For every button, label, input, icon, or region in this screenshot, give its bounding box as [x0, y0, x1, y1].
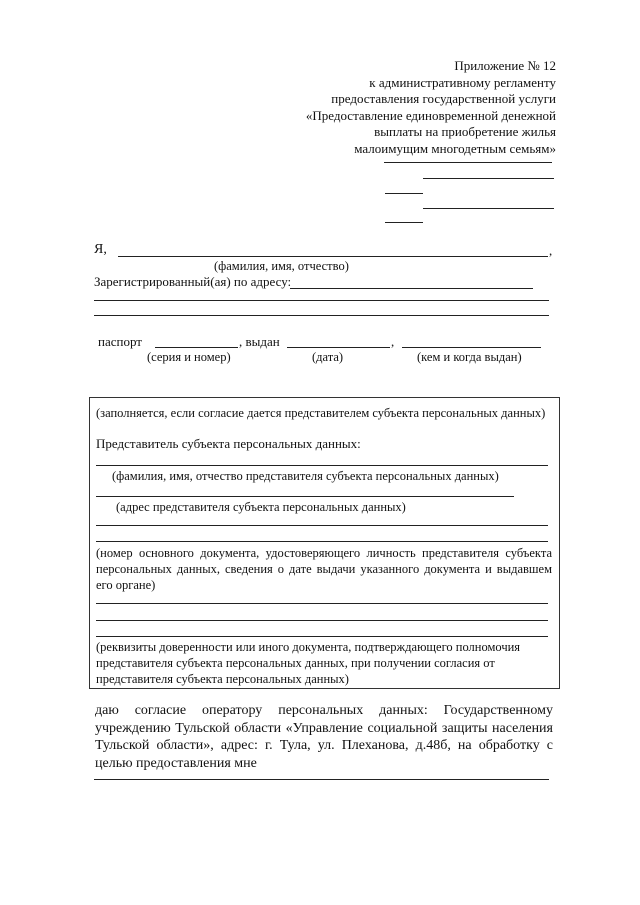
address-field[interactable]	[290, 288, 533, 289]
representative-fio-caption: (фамилия, имя, отчество представителя субъекта персональных данных)	[112, 469, 499, 483]
representative-document-caption: (номер основного документа, удостоверяющего личность представителя субъекта персональных данных, сведения о дате выдачи указанного документа и выдавшем его органе)	[96, 546, 552, 592]
representative-authority-field[interactable]	[96, 636, 548, 637]
appendix-header	[306, 58, 556, 158]
representative-heading: Представитель субъекта персональных данных:	[96, 436, 361, 451]
passport-issuer-field[interactable]	[402, 347, 541, 348]
issued-label: , выдан	[239, 334, 280, 349]
address-field[interactable]	[94, 300, 549, 301]
representative-box	[89, 397, 560, 689]
representative-authority-field[interactable]	[96, 603, 548, 604]
representative-authority-field[interactable]	[96, 620, 548, 621]
date-caption: (дата)	[312, 350, 344, 364]
purpose-field[interactable]	[94, 779, 549, 780]
representative-note: (заполняется, если согласие дается представителем субъекта персональных данных)	[96, 406, 546, 420]
representative-address-field[interactable]	[96, 496, 514, 497]
representative-document-field[interactable]	[96, 525, 548, 526]
passport-label: паспорт	[98, 334, 142, 349]
appendix-line: предоставления государственной услуги	[331, 91, 556, 107]
series-caption: (серия и номер)	[147, 350, 231, 364]
address-field[interactable]	[94, 315, 549, 316]
issuer-caption: (кем и когда выдан)	[417, 350, 522, 364]
representative-fio-field[interactable]	[96, 465, 548, 466]
comma-mark: ,	[549, 243, 553, 258]
registered-label: Зарегистрированный(ая) по адресу:	[94, 274, 292, 289]
consent-text: даю согласие оператору персональных данных: Государственному учреждению Тульской области «Управление социальной защиты населения Тульской области», адрес: г. Тула, ул. Плеханова, д.48б, на обработку с целью предоставления мне	[95, 703, 553, 771]
representative-document-field[interactable]	[96, 541, 548, 542]
passport-number-field[interactable]	[155, 347, 238, 348]
appendix-line: «Предоставление единовременной денежной	[305, 107, 556, 123]
addressee-line[interactable]	[423, 178, 554, 179]
appendix-line: Приложение № 12	[454, 58, 556, 73]
ya-label: Я,	[94, 242, 107, 257]
addressee-line[interactable]	[385, 193, 423, 194]
fio-field[interactable]	[118, 256, 548, 257]
addressee-line[interactable]	[385, 222, 423, 223]
appendix-line: выплаты на приобретение жилья	[374, 124, 556, 140]
addressee-line[interactable]	[423, 208, 554, 209]
fio-caption: (фамилия, имя, отчество)	[214, 259, 349, 273]
passport-date-field[interactable]	[287, 347, 390, 348]
appendix-line: малоимущим многодетным семьям»	[354, 140, 556, 156]
comma-mark: ,	[391, 334, 395, 349]
representative-authority-caption: (реквизиты доверенности или иного документа, подтверждающего полномочия представителя субъекта персональных данных, при получении согласия от представителя субъекта персональных данных)	[96, 640, 521, 686]
representative-address-caption: (адрес представителя субъекта персональных данных)	[116, 500, 406, 514]
addressee-line[interactable]	[384, 162, 552, 163]
appendix-line: к административному регламенту	[369, 74, 556, 90]
